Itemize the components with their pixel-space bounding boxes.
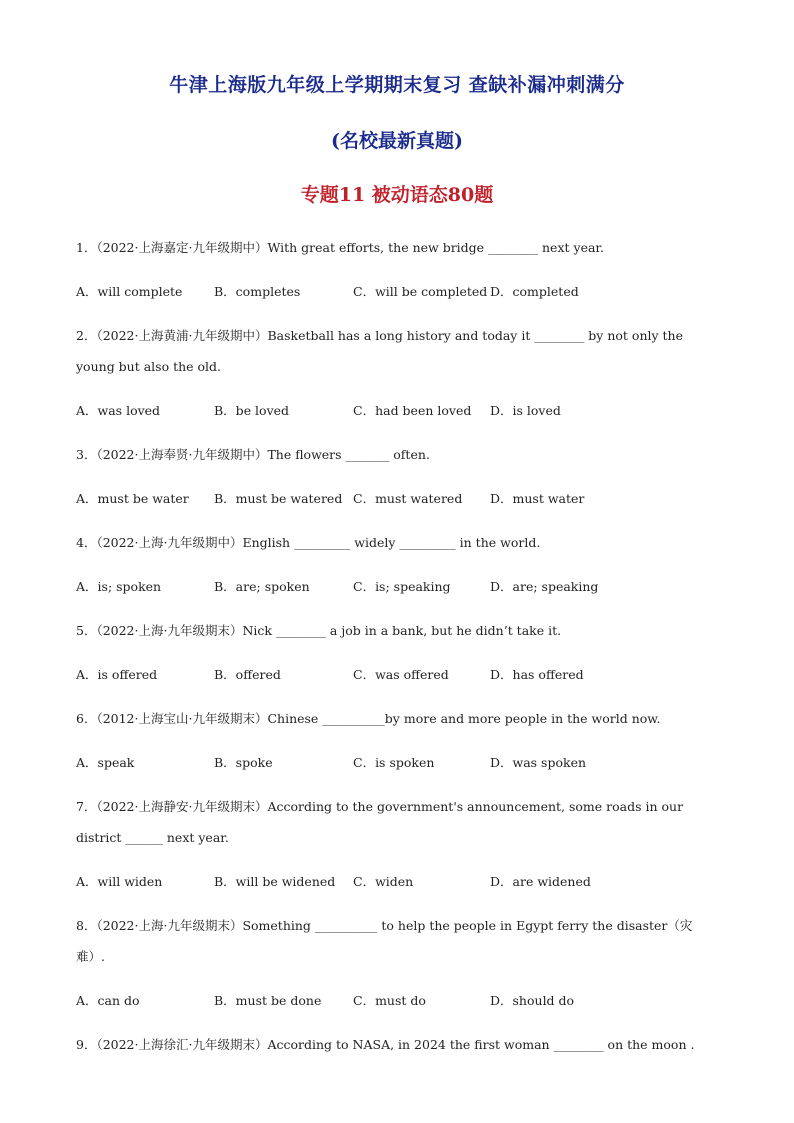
option-c: C．must watered: [353, 491, 463, 506]
option-c: C．had been loved: [353, 403, 472, 418]
option-a: A．is offered: [76, 667, 158, 682]
option-row: [76, 571, 716, 602]
option-row: [76, 985, 716, 1016]
option-d: D．should do: [490, 993, 575, 1008]
option-row: [76, 747, 716, 778]
question-stem: 4．（2022·上海·九年级期中）English _________ widely _________ in the world.: [76, 535, 541, 550]
option-row: [76, 483, 716, 514]
option-d: D．completed: [490, 284, 579, 299]
option-b: B．will be widened: [214, 874, 336, 889]
option-c: C．must do: [353, 993, 426, 1008]
question-item: [76, 910, 716, 1016]
option-c: C．widen: [353, 874, 414, 889]
option-a: A．will complete: [76, 284, 183, 299]
topic-heading: 专题11 被动语态80题: [300, 184, 494, 206]
option-c: C．will be completed: [353, 284, 488, 299]
question-stem: 1．（2022·上海嘉定·九年级期中）With great efforts, the new bridge ________ next year.: [76, 240, 604, 255]
question-stem: 7．（2022·上海静安·九年级期末）According to the government's announcement, some roads in our district ______ next year.: [76, 799, 684, 845]
question-stem: 3．（2022·上海奉贤·九年级期中）The flowers _______ often.: [76, 447, 430, 462]
question-list: [76, 232, 716, 1073]
question-stem: 9．（2022·上海徐汇·九年级期末）According to NASA, in 2024 the first woman ________ on the moon .: [76, 1037, 695, 1052]
option-a: A．must be water: [76, 491, 189, 506]
option-a: A．will widen: [76, 874, 163, 889]
question-item: [76, 791, 716, 897]
option-b: B．offered: [214, 667, 281, 682]
option-c: C．is spoken: [353, 755, 435, 770]
option-row: [76, 395, 716, 426]
option-d: D．has offered: [490, 667, 584, 682]
page-title: 牛津上海版九年级上学期期末复习 查缺补漏冲刺满分: [169, 74, 625, 96]
question-item: [76, 320, 716, 426]
question-stem: 2．（2022·上海黄浦·九年级期中）Basketball has a long history and today it ________ by not only the young but also the old.: [76, 328, 683, 374]
option-d: D．must water: [490, 491, 585, 506]
option-d: D．was spoken: [490, 755, 587, 770]
option-b: B．spoke: [214, 755, 273, 770]
option-a: A．is; spoken: [76, 579, 162, 594]
option-a: A．speak: [76, 755, 135, 770]
option-b: B．are; spoken: [214, 579, 310, 594]
question-item: [76, 615, 716, 690]
option-b: B．must be done: [214, 993, 322, 1008]
option-row: [76, 659, 716, 690]
question-item: [76, 232, 716, 307]
question-item: [76, 439, 716, 514]
question-item: [76, 527, 716, 602]
question-item: [76, 703, 716, 778]
option-d: D．is loved: [490, 403, 561, 418]
option-d: D．are widened: [490, 874, 591, 889]
option-row: [76, 866, 716, 897]
option-b: B．be loved: [214, 403, 290, 418]
option-b: B．completes: [214, 284, 301, 299]
question-item: [76, 1029, 716, 1060]
option-b: B．must be watered: [214, 491, 343, 506]
question-stem: 6．（2012·上海宝山·九年级期末）Chinese __________by more and more people in the world now.: [76, 711, 661, 726]
option-c: C．is; speaking: [353, 579, 451, 594]
question-stem: 8．（2022·上海·九年级期末）Something __________ to help the people in Egypt ferry the disaster（灾难）.: [76, 918, 693, 964]
option-a: A．can do: [76, 993, 140, 1008]
option-a: A．was loved: [76, 403, 161, 418]
page-subtitle: (名校最新真题): [331, 130, 463, 152]
question-stem: 5．（2022·上海·九年级期末）Nick ________ a job in a bank, but he didn’t take it.: [76, 623, 562, 638]
option-d: D．are; speaking: [490, 579, 599, 594]
option-c: C．was offered: [353, 667, 449, 682]
option-row: [76, 276, 716, 307]
